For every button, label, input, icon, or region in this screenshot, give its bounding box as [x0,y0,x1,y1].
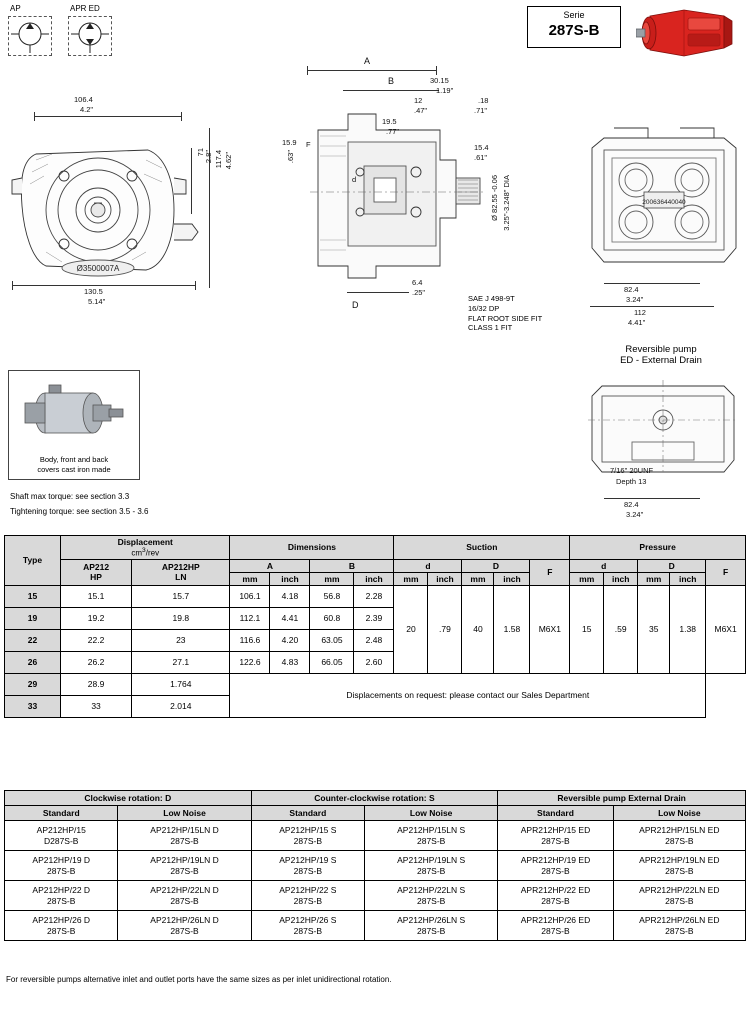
dim-A: A [364,56,371,66]
cell-a-in-19: 4.41 [270,607,310,629]
th-A-inch: inch [270,572,310,585]
cell-pressure-d-mm: 15 [570,585,604,673]
cell-a-in-26: 4.83 [270,651,310,673]
serie-value: 287S-B [548,22,600,39]
symbol-label-apr-ed: APR ED [70,4,100,13]
th-B-inch: inch [354,572,394,585]
dim-82-55: Ø 82.55 -0.06 [490,175,499,221]
th-A: A [230,559,310,572]
code-cell: AP212HP/19 S 287S-B [251,851,364,881]
cell-hp-19: 19.2 [61,607,132,629]
dim-3-24-rev: 3.24" [626,510,644,519]
dim-3-24-rear: 3.24" [626,295,644,304]
spline-note-line1: SAE J 498-9T [468,294,515,303]
spec-table [4,535,746,718]
svg-text:200636440040: 200636440040 [642,199,686,206]
spline-note-line2: 16/32 DP [468,303,500,313]
ordering-codes-table [4,790,746,941]
cell-hp-33: 33 [61,695,132,717]
cell-ln-33: 2.014 [132,695,230,717]
dim-82-4-rev: 82.4 [624,500,639,509]
dim-B: B [388,76,395,86]
code-cell: AP212HP/22LN S 287S-B [365,881,498,911]
th-type: Type [5,536,61,586]
th-displacement-text: Displacement [117,537,173,547]
dim-4-2in: 4.2" [80,105,94,114]
code-cell: APR212HP/26LN ED 287S-B [613,911,745,941]
th-suction-D-inch: inch [494,572,530,585]
code-cell: AP212HP/26LN S 287S-B [365,911,498,941]
code-cell: AP212HP/22LN D 287S-B [118,881,251,911]
dim-4-41: 4.41" [628,318,646,327]
th-suction-D: D [462,559,530,572]
code-cell: AP212HP/15 S 287S-B [251,821,364,851]
table-row [5,821,746,851]
rear-view-drawing [584,120,744,280]
table-row [5,851,746,881]
code-cell: APR212HP/19LN ED 287S-B [613,851,745,881]
serie-badge [527,6,621,48]
dim-18: .18 [478,96,489,105]
symbol-label-ap: AP [10,4,21,13]
material-note-box [8,370,140,480]
cell-a-mm-19: 112.1 [230,607,270,629]
dim-106-4: 106.4 [74,95,93,104]
cell-b-in-22: 2.48 [354,629,394,651]
cell-b-in-26: 2.60 [354,651,394,673]
cell-type-29: 29 [5,673,61,695]
th-suction-d-inch: inch [428,572,462,585]
dim-4-62in: 4.62" [224,152,233,170]
thread-note: 7/16" 20UNF [610,466,654,475]
material-note-line2: covers cast iron made [37,464,111,474]
th-clockwise: Clockwise rotation: D [5,791,252,806]
cell-hp-26: 26.2 [61,651,132,673]
th-lownoise-ccw: Low Noise [365,806,498,821]
table-row [5,673,746,695]
cell-a-in-22: 4.20 [270,629,310,651]
th-suction-d-mm: mm [394,572,428,585]
th-lownoise-rev: Low Noise [613,806,745,821]
th-lownoise-cw: Low Noise [118,806,251,821]
th-pressure-F: F [706,559,746,585]
dim-D-center: D [352,300,359,310]
cell-hp-15: 15.1 [61,585,132,607]
displacement-request-note: Displacements on request: please contact our Sales Department [230,673,706,717]
code-cell: APR212HP/22 ED 287S-B [498,881,613,911]
dim-5-14in: 5.14" [88,297,106,306]
cell-suction-D-mm: 40 [462,585,494,673]
cell-a-in-15: 4.18 [270,585,310,607]
cell-b-mm-22: 63.05 [310,629,354,651]
code-cell: APR212HP/15 ED 287S-B [498,821,613,851]
th-displacement: Displacement $cm^3$/rev [61,536,230,560]
code-cell: AP212HP/19LN S 287S-B [365,851,498,881]
dim-15-4: 15.4 [474,143,489,152]
cell-b-mm-26: 66.05 [310,651,354,673]
cell-b-in-15: 2.28 [354,585,394,607]
spline-note-line3: FLAT ROOT SIDE FIT [468,313,543,323]
cell-ln-22: 23 [132,629,230,651]
code-cell: AP212HP/26 D 287S-B [5,911,118,941]
code-cell: AP212HP/26LN D 287S-B [118,911,251,941]
dim-47in: .47" [414,106,428,115]
depth-note: Depth 13 [616,477,647,486]
th-suction-d: d [394,559,462,572]
code-cell: APR212HP/19 ED 287S-B [498,851,613,881]
dim-19-5: 19.5 [382,117,397,126]
cell-ln-15: 15.7 [132,585,230,607]
code-cell: AP212HP/15 D287S-B [5,821,118,851]
th-dimensions: Dimensions [230,536,394,560]
cell-suction-D-inch: 1.58 [494,585,530,673]
th-B: B [310,559,394,572]
cell-b-mm-15: 56.8 [310,585,354,607]
symbol-apr-ed [68,16,112,56]
pump-photo [636,4,740,66]
th-standard-rev: Standard [498,806,613,821]
code-cell: AP212HP/22 D 287S-B [5,881,118,911]
code-cell: APR212HP/26 ED 287S-B [498,911,613,941]
front-view-drawing [6,120,236,300]
symbol-ap [8,16,52,56]
dim-12: 12 [414,96,423,105]
code-cell: APR212HP/15LN ED 287S-B [613,821,745,851]
dim-d: d [352,175,357,184]
dim-71in: .71" [474,106,488,115]
dim-112: 112 [634,308,646,317]
th-counterclockwise: Counter-clockwise rotation: S [251,791,498,806]
dim-3-25-dia: 3.25"-3.248" DIA [502,175,511,231]
dim-82-4-rear: 82.4 [624,285,639,294]
th-pressure-D: D [638,559,706,572]
th-A-mm: mm [230,572,270,585]
cell-pressure-D-inch: 1.38 [670,585,706,673]
th-pressure-D-inch: inch [670,572,706,585]
cell-ln-19: 19.8 [132,607,230,629]
cell-a-mm-15: 106.1 [230,585,270,607]
cell-hp-22: 22.2 [61,629,132,651]
dim-61in: .61" [474,153,488,162]
cell-b-mm-19: 60.8 [310,607,354,629]
dim-30-15: 30.15 [430,76,449,85]
table-row [5,881,746,911]
cell-ln-26: 27.1 [132,651,230,673]
cell-a-mm-26: 122.6 [230,651,270,673]
cell-type-26: 26 [5,651,61,673]
code-cell: AP212HP/22 S 287S-B [251,881,364,911]
cell-type-19: 19 [5,607,61,629]
dim-63deg: .63" [286,150,295,164]
table-row [5,911,746,941]
material-note-caption [9,455,139,474]
dim-15-9: 15.9 [282,138,297,147]
code-cell: AP212HP/15LN S 287S-B [365,821,498,851]
reversible-drawing [584,376,744,496]
dim-1-19in: 1.19" [436,86,454,95]
th-ap212hpln: AP212HP LN [132,559,230,585]
table-row [5,585,746,607]
reversible-title-line1: Reversible pump [625,344,697,355]
cell-suction-d-mm: 20 [394,585,428,673]
th-pressure-d-inch: inch [604,572,638,585]
spline-note [468,294,542,333]
cell-b-in-19: 2.39 [354,607,394,629]
th-B-mm: mm [310,572,354,585]
cell-suction-F: M6X1 [530,585,570,673]
th-pressure-d-mm: mm [570,572,604,585]
serie-label: Serie [563,10,585,20]
th-reversible: Reversible pump External Drain [498,791,746,806]
reversible-title-line2: ED - External Drain [620,355,702,366]
cell-pressure-D-mm: 35 [638,585,670,673]
svg-text:Ø3500007A: Ø3500007A [76,264,120,273]
cell-ln-29: 1.764 [132,673,230,695]
cell-a-mm-22: 116.6 [230,629,270,651]
tightening-torque-note: Tightening torque: see section 3.5 - 3.6 [10,507,149,516]
th-pressure-D-mm: mm [638,572,670,585]
th-suction: Suction [394,536,570,560]
dim-25in: .25" [412,288,426,297]
code-cell: AP212HP/15LN D 287S-B [118,821,251,851]
dim-2-8in: 2.8" [204,150,213,164]
dim-77in: .77" [386,127,400,136]
footnote: For reversible pumps alternative inlet and outlet ports have the same sizes as per inlet unidirectional rotation. [6,975,392,984]
th-pressure-d: d [570,559,638,572]
th-suction-F: F [530,559,570,585]
cell-suction-d-inch: .79 [428,585,462,673]
spline-note-line4: CLASS 1 FIT [468,323,513,333]
cell-type-22: 22 [5,629,61,651]
th-ap212hp: AP212 HP [61,559,132,585]
shaft-torque-note: Shaft max torque: see section 3.3 [10,492,130,501]
cell-hp-29: 28.9 [61,673,132,695]
code-cell: AP212HP/19 D 287S-B [5,851,118,881]
dim-117-4: 117.4 [214,150,223,169]
dim-F: F [306,140,311,149]
cell-pressure-d-inch: .59 [604,585,638,673]
dim-71: 71 [196,148,205,157]
cell-type-33: 33 [5,695,61,717]
dim-6-4: 6.4 [412,278,423,287]
cell-pressure-F: M6X1 [706,585,746,673]
material-note-line1: Body, front and back [39,455,109,465]
dim-130-5: 130.5 [84,287,103,296]
reversible-title [576,344,746,366]
code-cell: APR212HP/22LN ED 287S-B [613,881,745,911]
th-standard-cw: Standard [5,806,118,821]
th-pressure: Pressure [570,536,746,560]
th-standard-ccw: Standard [251,806,364,821]
cell-type-15: 15 [5,585,61,607]
code-cell: AP212HP/19LN D 287S-B [118,851,251,881]
code-cell: AP212HP/26 S 287S-B [251,911,364,941]
th-suction-D-mm: mm [462,572,494,585]
